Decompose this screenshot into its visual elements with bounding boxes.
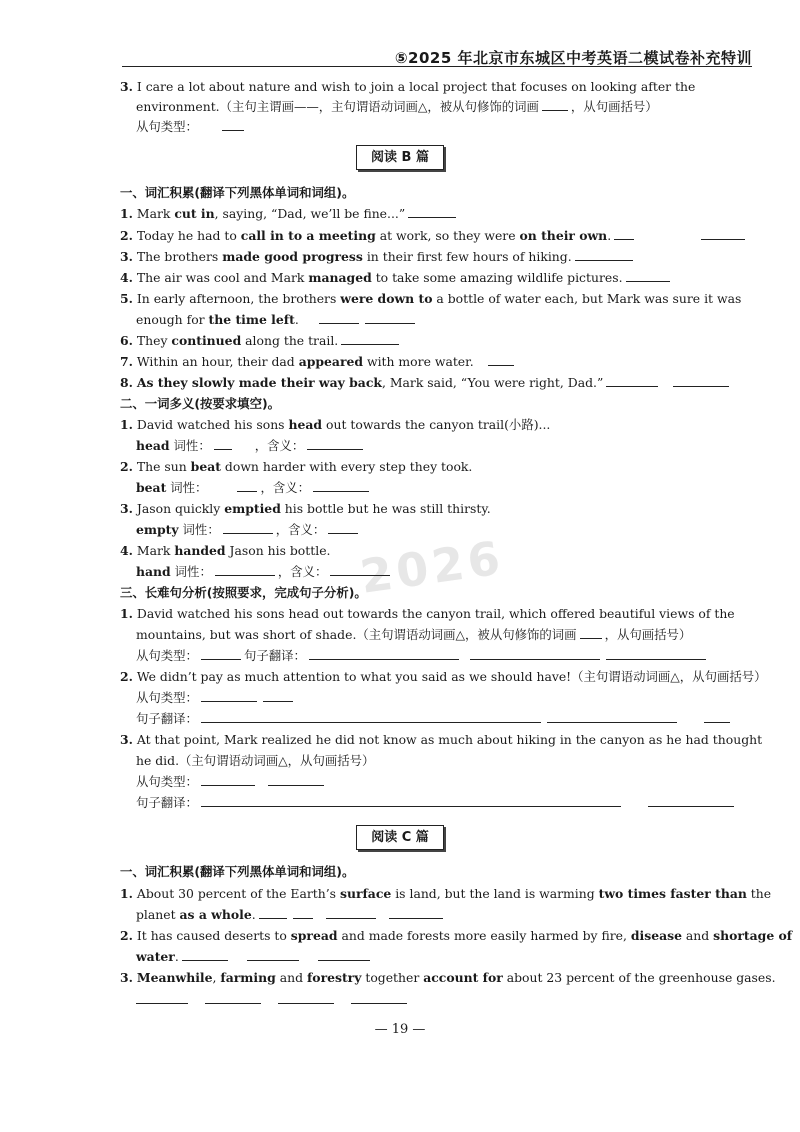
vocab-item: 2. It has caused deserts to spread and made forests more easily harmed by fire, disease and shortage of <box>120 928 793 943</box>
watermark: 2026 <box>356 530 508 604</box>
answer-blank[interactable] <box>542 99 568 111</box>
reading-c-title: 阅读 C 篇 <box>356 825 444 850</box>
answer-blank[interactable] <box>575 249 633 261</box>
answer-blank[interactable] <box>237 480 257 492</box>
polysemy-item: 1. David watched his sons head out towards the canyon trail(小路)... <box>120 417 551 432</box>
polysemy-answer: head 词性： ，含义： <box>136 438 756 454</box>
vocab-item: 5. In early afternoon, the brothers were down to a bottle of water each, but Mark was sure it was <box>120 291 742 306</box>
question-text: I care a lot about nature and wish to join a local project that focuses on looking after the <box>136 79 696 94</box>
answer-blank[interactable] <box>580 627 602 639</box>
question-number: 3. <box>120 79 133 94</box>
answer-blank[interactable] <box>263 690 293 702</box>
sentence-answer: 从句类型： <box>136 774 756 790</box>
section-heading: 一、词汇积累(翻译下列黑体单词和词组)。 <box>120 864 355 879</box>
answer-blank[interactable] <box>201 690 257 702</box>
answer-blank[interactable] <box>309 648 459 660</box>
answer-blank[interactable] <box>673 375 729 387</box>
answer-blank[interactable] <box>293 907 313 919</box>
section-heading: 一、词汇积累(翻译下列黑体单词和词组)。 <box>120 185 355 200</box>
sentence-answer: 从句类型： <box>136 690 756 706</box>
answer-blank[interactable] <box>136 992 188 1004</box>
vocab-item-cont: enough for the time left. <box>136 312 756 328</box>
answer-blank[interactable] <box>259 907 287 919</box>
sentence-item: 2. We didn’t pay as much attention to what you said as we should have!（主句谓语动词画△，从句画括号） <box>120 669 767 684</box>
answer-blank[interactable] <box>222 119 244 131</box>
sentence-answer: 从句类型： 句子翻译： <box>136 648 756 664</box>
answer-blank[interactable] <box>606 375 658 387</box>
answer-blank[interactable] <box>247 949 299 961</box>
top-q3-type <box>136 119 756 135</box>
vocab-item: 3. The brothers made good progress in their first few hours of hiking. <box>120 249 760 265</box>
answer-blank[interactable] <box>365 312 415 324</box>
answer-blank[interactable] <box>701 228 745 240</box>
reading-b-title: 阅读 B 篇 <box>356 145 444 170</box>
polysemy-item: 2. The sun beat down harder with every step they took. <box>120 459 473 474</box>
section-heading: 三、长难句分析(按照要求，完成句子分析)。 <box>120 585 367 600</box>
vocab-item: 4. The air was cool and Mark managed to take some amazing wildlife pictures. <box>120 270 760 286</box>
answer-blank[interactable] <box>389 907 443 919</box>
polysemy-item: 4. Mark handed Jason his bottle. <box>120 543 331 558</box>
sentence-item: 1. David watched his sons head out towards the canyon trail, which offered beautiful views of the <box>120 606 735 621</box>
answer-blank[interactable] <box>318 949 370 961</box>
top-q3-line1 <box>120 79 760 95</box>
vocab-item-cont <box>136 992 756 1008</box>
answer-blank[interactable] <box>351 992 407 1004</box>
answer-blank[interactable] <box>408 206 456 218</box>
vocab-item-cont: water. <box>136 949 756 965</box>
sentence-answer: 句子翻译： <box>136 795 756 811</box>
page-header-title: ⑤2025 年北京市东城区中考英语二模试卷补充特训 <box>394 49 752 67</box>
answer-blank[interactable] <box>488 354 514 366</box>
answer-blank[interactable] <box>201 774 255 786</box>
sentence-item: 3. At that point, Mark realized he did not know as much about hiking in the canyon as he had thought <box>120 732 763 747</box>
answer-blank[interactable] <box>326 907 376 919</box>
section-heading: 二、一词多义(按要求填空)。 <box>120 396 281 411</box>
answer-blank[interactable] <box>182 949 228 961</box>
answer-blank[interactable] <box>614 228 634 240</box>
sentence-item-cont: mountains, but was short of shade.（主句谓语动词画△，被从句修饰的词画 ，从句画括号） <box>136 627 692 642</box>
vocab-item: 8. As they slowly made their way back, Mark said, “You were right, Dad.” <box>120 375 760 391</box>
answer-blank[interactable] <box>547 711 677 723</box>
answer-blank[interactable] <box>201 795 621 807</box>
vocab-item: 2. Today he had to call in to a meeting at work, so they were on their own. <box>120 228 760 244</box>
instruction-text: ，从句画括号） <box>570 99 658 114</box>
vocab-item: 7. Within an hour, their dad appeared with more water. <box>120 354 760 370</box>
sentence-answer: 句子翻译： <box>136 711 756 727</box>
answer-blank[interactable] <box>313 480 369 492</box>
answer-blank[interactable] <box>223 522 273 534</box>
vocab-item: 1. About 30 percent of the Earth’s surface is land, but the land is warming two times faster than the <box>120 886 772 901</box>
vocab-item: 1. Mark cut in, saying, “Dad, we’ll be fine...” <box>120 206 760 222</box>
answer-blank[interactable] <box>268 774 324 786</box>
answer-blank[interactable] <box>606 648 706 660</box>
answer-blank[interactable] <box>341 333 399 345</box>
polysemy-answer: empty 词性： ，含义： <box>136 522 756 538</box>
answer-blank[interactable] <box>278 992 334 1004</box>
answer-blank[interactable] <box>201 711 541 723</box>
sentence-item-cont: he did.（主句谓语动词画△，从句画括号） <box>136 753 375 768</box>
answer-blank[interactable] <box>328 522 358 534</box>
vocab-item: 3. Meanwhile, farming and forestry together account for about 23 percent of the greenhouse gases. <box>120 970 776 985</box>
answer-blank[interactable] <box>626 270 670 282</box>
answer-blank[interactable] <box>215 564 275 576</box>
answer-blank[interactable] <box>214 438 232 450</box>
instruction-text: environment.（主句主谓画——，主句谓语动词画△，被从句修饰的词画 <box>136 99 539 114</box>
polysemy-answer: hand 词性： ，含义： <box>136 564 756 580</box>
vocab-item-cont: planet as a whole. <box>136 907 756 923</box>
page-number: — 19 — <box>374 1022 426 1037</box>
answer-blank[interactable] <box>704 711 730 723</box>
answer-blank[interactable] <box>205 992 261 1004</box>
polysemy-item: 3. Jason quickly emptied his bottle but he was still thirsty. <box>120 501 491 516</box>
top-q3-line2 <box>136 99 756 115</box>
header-rule <box>122 66 752 67</box>
clause-type-label: 从句类型： <box>136 119 198 134</box>
vocab-item: 6. They continued along the trail. <box>120 333 760 349</box>
answer-blank[interactable] <box>307 438 363 450</box>
answer-blank[interactable] <box>470 648 600 660</box>
polysemy-answer: beat 词性： ，含义： <box>136 480 756 496</box>
answer-blank[interactable] <box>201 648 241 660</box>
answer-blank[interactable] <box>330 564 390 576</box>
answer-blank[interactable] <box>648 795 734 807</box>
answer-blank[interactable] <box>319 312 359 324</box>
